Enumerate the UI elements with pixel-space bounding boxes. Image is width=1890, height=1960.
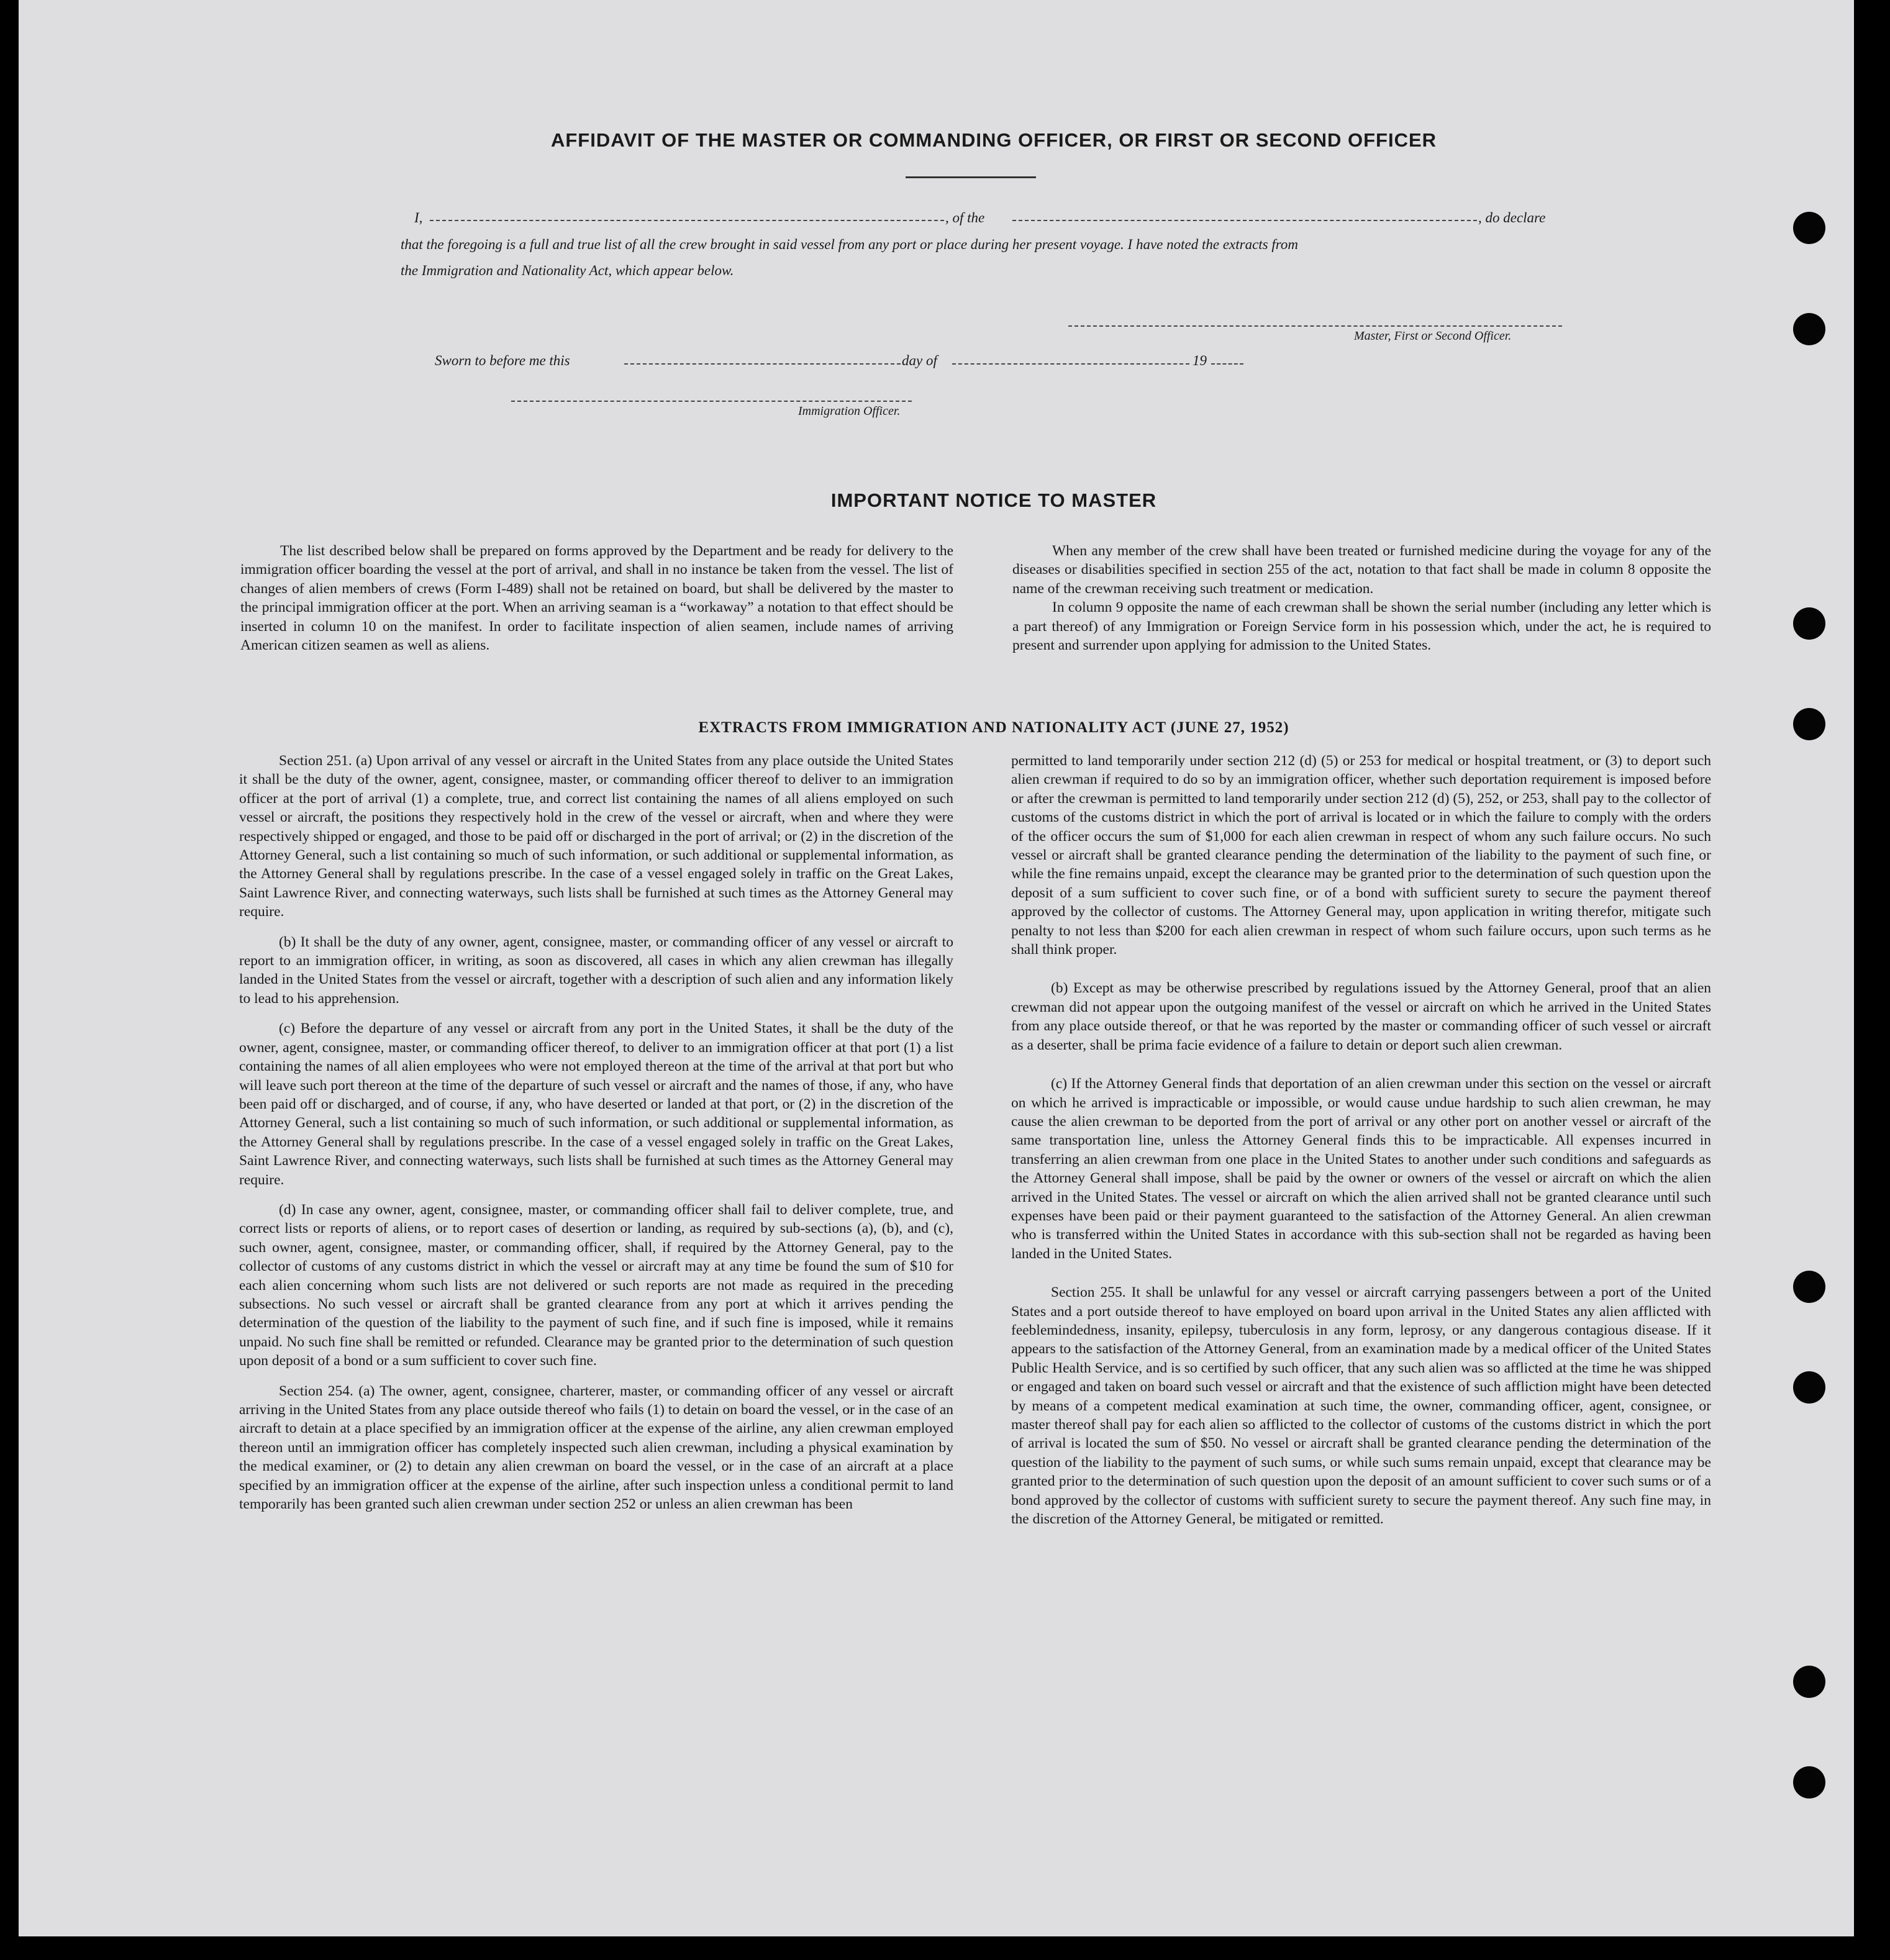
sworn-date-field[interactable] [624,363,901,365]
extracts-title: EXTRACTS FROM IMMIGRATION AND NATIONALITY ACT (JUNE 27, 1952) [698,719,1289,736]
affidavit-of-the-label: , of the [945,210,985,225]
section-254-a: Section 254. (a) The owner, agent, consignee, charterer, master, or commanding officer of any vessel or aircraft arriving in the United States from any place outside thereof who fails (1) to detain on board the vessel, or in the case of an aircraft to detain at a place specified by an immigration officer at the expense of the airline, any alien crewman employed thereon until an immigration officer has completely inspected such alien crewman, including a physical examination by the medical examiner, or (2) to detain any alien crewman on board the vessel, or in the case of an aircraft at a place specified by an immigration officer at the expense of the airline, after such inspection unless a conditional permit to land temporarily has been granted such alien crewman under section 252 or unless an alien crewman has been [239,1382,953,1513]
affidavit-do-declare-label: , do declare [1478,210,1546,225]
punch-hole [1793,607,1825,640]
punch-hole [1793,1766,1825,1799]
punch-hole [1793,212,1825,244]
sworn-year-field[interactable] [1211,363,1243,365]
year-label: 19 [1193,353,1207,368]
day-of-label: day of [902,353,937,368]
punch-hole [1793,1271,1825,1303]
extracts-right-column [1011,751,1711,1528]
notice-left-column [240,542,953,655]
section-254-c: (c) If the Attorney General finds that deportation of an alien crewman under this section on the vessel or aircraft on which he arrived is impracticable or impossible, or would cause undue hardship to such alien crewman, he may cause the alien crewman to be deported from the port of arrival or any other port on another vessel or aircraft of the same transportation line, unless the Attorney General finds this to be impracticable. All expenses incurred in transferring an alien crewman from one place in the United States to another under such conditions and safeguards as the Attorney General shall impose, shall be paid by the owner or owners of the vessel or aircraft on which the alien arrived in the United States. The vessel or aircraft on which the alien arrived shall not be granted clearance until such expenses have been paid or their payment guaranteed to the satisfaction of the Attorney General. An alien crewman who is transferred within the United States in accordance with this sub-section shall not be regarded as having been landed in the United States. [1011,1076,1711,1262]
officer-signature-caption: Immigration Officer. [798,404,901,418]
notice-left-paragraph: The list described below shall be prepared on forms approved by the Department and be ready for delivery to the immigration officer boarding the vessel at the port of arrival, and shall in no instance be taken from the vessel. The list of changes of alien members of crews (Form I-489) shall not be retained on board, but shall be delivered by the master to the principal immigration officer at the port. When an arriving seaman is a “workaway” a notation to that effect should be inserted in column 10 on the manifest. In order to facilitate inspection of alien seamen, include names of arriving American citizen seamen as well as aliens. [240,543,953,654]
notice-title: IMPORTANT NOTICE TO MASTER [830,489,1157,511]
affidavit-i-label: I, [414,210,423,225]
affidavit-title: AFFIDAVIT OF THE MASTER OR COMMANDING OFFICER, OR FIRST OR SECOND OFFICER [550,129,1437,151]
master-signature-field[interactable] [1068,325,1562,327]
affidavit-statement-line2: that the foregoing is a full and true list of all the crew brought in said vessel from any port or place during her present voyage. I have noted the extracts from [401,237,1298,252]
title-underline [906,176,1036,178]
punch-hole [1793,313,1825,345]
punch-hole [1793,1666,1825,1698]
section-251-a: Section 251. (a) Upon arrival of any vessel or aircraft in the United States from any place outside the United States it shall be the duty of the owner, agent, consignee, master, or commanding officer thereof to deliver to an immigration officer at the port of arrival (1) a complete, true, and correct list containing the names of all aliens employed on such vessel or aircraft, the positions they respectively hold in the crew of the vessel or aircraft, when and where they were respectively shipped or engaged, and those to be paid off or discharged in the port of arrival; or (2) in the discretion of the Attorney General, such a list containing so much of such information, or such additional or supplemental information, as the Attorney General shall by regulations prescribe. In the case of a vessel engaged solely in traffic on the Great Lakes, Saint Lawrence River, and connecting waterways, such lists shall be furnished at such times as the Attorney General may require. [239,753,953,920]
section-251-d: (d) In case any owner, agent, consignee, master, or commanding officer shall fail to deliver complete, true, and correct lists or reports of aliens, or to report cases of desertion or landing, as required by sub-sections (a), (b), and (c), such owner, agent, consignee, master, or commanding officer, shall, if required by the Attorney General, pay to the collector of customs of any customs district in which the vessel or aircraft may at any time be found the sum of $10 for each alien concerning whom such lists are not delivered or such reports are not made as required in the preceding subsections. No such vessel or aircraft shall be granted clearance from any port at which it arrives pending the determination of the question of the liability to the payment of such fine, and if such fine is imposed, while it remains unpaid. No such fine shall be remitted or refunded. Clearance may be granted prior to the determination of such question upon deposit of a bond or a sum sufficient to cover such fine. [239,1201,953,1369]
notice-right-column [1012,542,1711,655]
punch-hole [1793,708,1825,740]
section-251-b: (b) It shall be the duty of any owner, agent, consignee, master, or commanding officer of any vessel or aircraft to report to an immigration officer, in writing, as soon as discovered, all cases in which any alien crewman has illegally landed in the United States from the vessel or aircraft, together with a description of such alien and any information likely to lead to his apprehension. [239,933,953,1007]
officer-signature-field[interactable] [511,401,912,402]
punch-hole [1793,1371,1825,1404]
section-251-c: (c) Before the departure of any vessel or aircraft from any port in the United States, it shall be the duty of the owner, agent, consignee, master, or commanding officer thereof, to deliver to an immigration officer at that port (1) a list containing the names of all alien employees who were not employed thereon at the time of the arrival at that port but who will leave such port thereon at the time of the departure of such vessel or aircraft and the names of those, if any, who have been paid off or discharged, and of course, if any, who have deserted or landed at that port, or (2) in the discretion of the Attorney General, such a list containing so much of such information, or such additional or supplemental information, as the Attorney General shall by regulations prescribe. In the case of a vessel engaged solely in traffic on the Great Lakes, Saint Lawrence River, and connecting waterways, such lists shall be furnished at such times as the Attorney General may require. [239,1020,953,1188]
section-254-b: (b) Except as may be otherwise prescribed by regulations issued by the Attorney General, proof that an alien crewman did not appear upon the outgoing manifest of the vessel or aircraft on which he arrived in the United States from any place outside thereof, or that he was reported by the master or commanding officer of such vessel or aircraft as a deserter, shall be prima facie evidence of a failure to detain or deport such alien crewman. [1011,980,1711,1053]
notice-right-paragraph: When any member of the crew shall have been treated or furnished medicine during the voyage for any of the diseases or disabilities specified in section 255 of the act, notation to that fact shall be made in column 8 opposite the name of the crewman receiving such treatment or medication. [1012,543,1711,597]
master-name-field[interactable] [430,220,944,221]
affidavit-statement-line3: the Immigration and Nationality Act, which appear below. [401,263,734,278]
section-255: Section 255. It shall be unlawful for any vessel or aircraft carrying passengers between a port of the United States and a port outside thereof to have employed on board upon arrival in the United States any alien afflicted with feeblemindedness, insanity, epilepsy, tuberculosis in any form, leprosy, or any dangerous contagious disease. If it appears to the satisfaction of the Attorney General, from an examination made by a medical officer of the United States Public Health Service, and is so certified by such officer, that any such alien was so afflicted at the time he was shipped or engaged and taken on board such vessel or aircraft and that the existence of such affliction might have been detected by means of a competent medical examination at such time, the owner, commanding officer, agent, consignee, or master thereof shall pay for each alien so afflicted to the collector of customs of the customs district in which the port of arrival is located the sum of $50. No vessel or aircraft shall be granted clearance pending the determination of the question of the liability to the payment of such sums, or while such sums remain unpaid, except that clearance may be granted prior to the determination of such question upon the deposit of an amount sufficient to cover such sums or of a bond approved by the collector of customs with sufficient surety to secure the payment thereof. Any such fine may, in the discretion of the Attorney General, be mitigated or remitted. [1011,1284,1711,1528]
vessel-name-field[interactable] [1012,220,1477,221]
master-signature-caption: Master, First or Second Officer. [1354,329,1512,343]
notice-right-paragraph: In column 9 opposite the name of each crewman shall be shown the serial number (including any letter which is a part thereof) of any Immigration or Foreign Service form in his possession which, under the act, he is required to present and surrender upon applying for admission to the United States. [1012,599,1711,654]
document-page [19,0,1854,1936]
sworn-month-field[interactable] [952,363,1189,365]
section-254-a-continued: permitted to land temporarily under section 212 (d) (5) or 253 for medical or hospital treatment, or (3) to deport such alien crewman if required to do so by an immigration officer, whether such deportation requirement is imposed before or after the crewman is permitted to land temporarily under section 212 (d) (5), 252, or 253, shall pay to the collector of customs of the customs district in which the port of arrival is located or in which the failure to comply with the orders of the officer occurs the sum of $1,000 for each alien crewman in respect of whom any such failure occurs. No such vessel or aircraft shall be granted clearance pending the determination of the liability to the payment of such fine, or while the fine remains unpaid, except the clearance may be granted prior to the determination of such question upon the deposit of a sum sufficient to cover such fine, or of a bond with sufficient surety to secure the payment thereof approved by the collector of customs. The Attorney General may, upon application in writing therefor, mitigate such penalty to not less than $200 for each alien crewman in respect of whom such failure occurs, upon such terms as he shall think proper. [1011,753,1711,958]
extracts-left-column [239,751,953,1513]
sworn-label: Sworn to before me this [435,353,570,368]
